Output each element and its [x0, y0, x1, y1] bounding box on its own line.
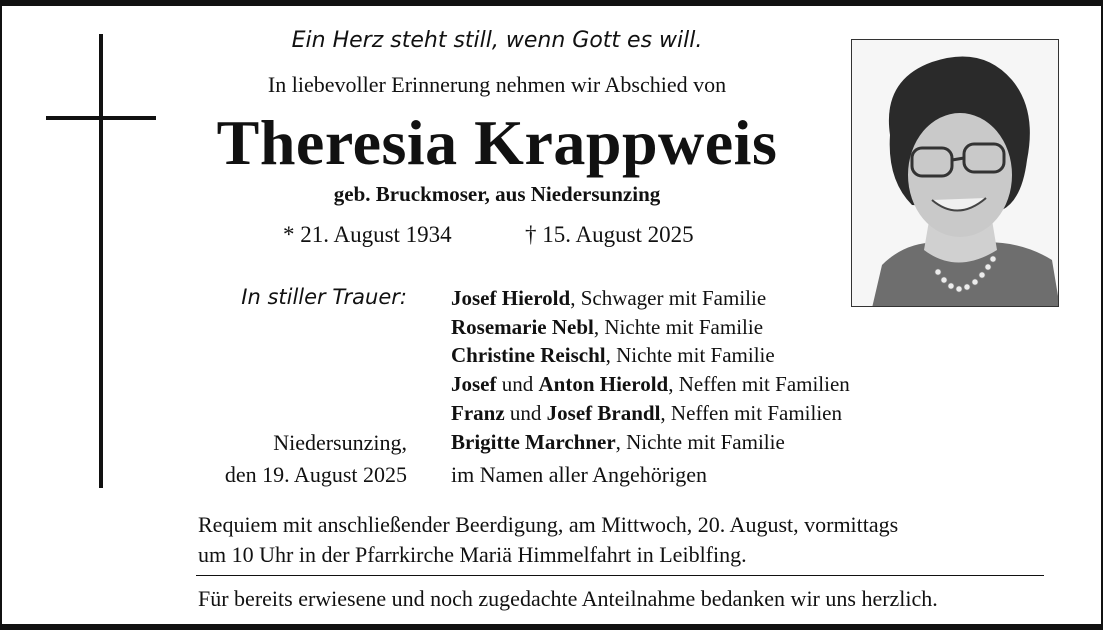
mourner-row: Josef und Anton Hierold, Neffen mit Familien [451, 372, 850, 397]
birth-name: geb. Bruckmoser, aus Niedersunzing [333, 182, 661, 206]
divider [196, 575, 1044, 576]
behalf-text: im Namen aller Angehörigen [451, 462, 707, 487]
mourner-row: Rosemarie Nebl, Nichte mit Familie [451, 314, 764, 339]
mourner-row: Brigitte Marchner, Nichte mit Familie [451, 429, 785, 454]
birth-date: * 21. August 1934 [283, 222, 452, 247]
requiem-line-2: um 10 Uhr in der Pfarrkirche Mariä Himmelfahrt in Leiblfing. [198, 542, 747, 567]
mourning-label: In stiller Trauer: [241, 285, 407, 309]
mourner-row: Josef Hierold, Schwager mit Familie [451, 286, 767, 310]
portrait-photo [851, 39, 1059, 307]
mourner-row: Christine Reischl, Nichte mit Familie [451, 343, 775, 368]
place: Niedersunzing, [273, 430, 407, 455]
intro-text: In liebevoller Erinnerung nehmen wir Abschied von [267, 72, 727, 97]
thanks-text: Für bereits erwiesene und noch zugedachte Anteilnahme bedanken wir uns herzlich. [198, 586, 938, 611]
death-date: † 15. August 2025 [525, 222, 694, 247]
motto: Ein Herz steht still, wenn Gott es will. [291, 28, 703, 53]
mourner-row: Franz und Josef Brandl, Neffen mit Familien [451, 400, 842, 425]
mourners-list [451, 284, 850, 456]
notice-date: den 19. August 2025 [224, 462, 407, 487]
deceased-name: Theresia Krappweis [216, 107, 778, 178]
requiem-line-1: Requiem mit anschließender Beerdigung, am Mittwoch, 20. August, vormittags [198, 512, 899, 537]
